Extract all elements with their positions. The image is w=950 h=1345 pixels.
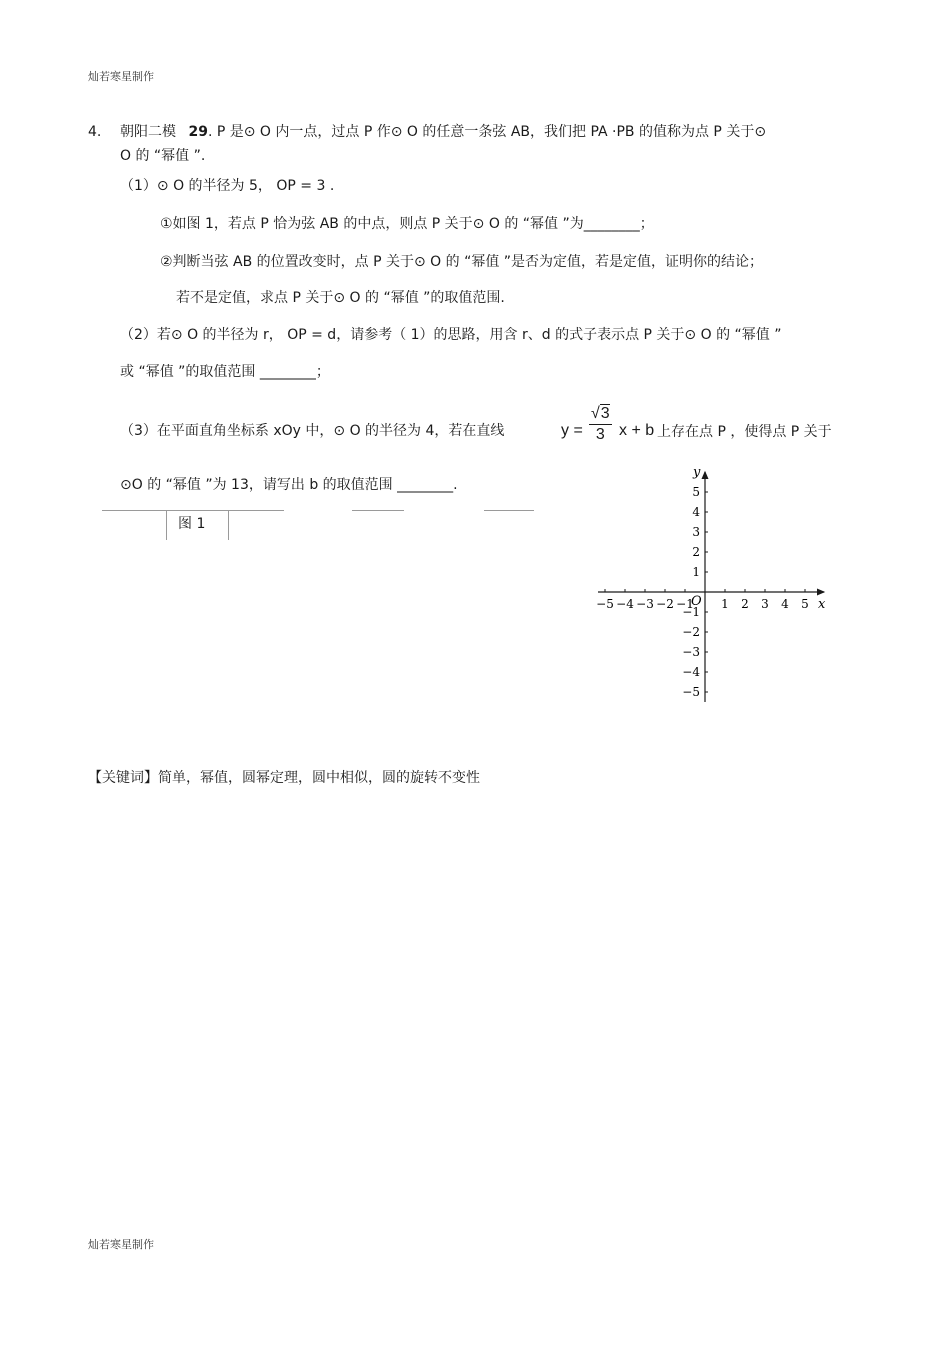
part1-question-iii: 若不是定值，求点 P 关于⊙ O 的 “幂值 ”的取值范围. xyxy=(176,290,505,306)
y-tick-label: −1 xyxy=(682,605,700,619)
problem-source: 朝阳二模 xyxy=(120,124,176,140)
y-tick-label: 5 xyxy=(692,485,700,499)
figure-frame-right xyxy=(228,510,229,540)
figure-rule xyxy=(484,510,534,511)
x-tick-label: −5 xyxy=(596,597,614,611)
y-tick-label: 1 xyxy=(692,565,700,579)
equation-fraction xyxy=(589,404,612,445)
problem-source-number: 29 xyxy=(188,124,208,140)
figure-frame-left xyxy=(166,510,167,540)
figure-label: 图 1 xyxy=(178,516,206,532)
header-note: 灿若寒星制作 xyxy=(88,70,154,83)
y-tick-label: −3 xyxy=(682,645,700,659)
keywords: 【关键词】简单，幂值，圆幂定理，圆中相似，圆的旋转不变性 xyxy=(88,770,480,786)
coordinate-axes xyxy=(590,462,840,712)
x-axis-label: x xyxy=(818,597,826,612)
part3-answer-line: ⊙O 的 “幂值 ”为 13，请写出 b 的取值范围 ________. xyxy=(120,477,458,493)
y-tick-label: 3 xyxy=(692,525,700,539)
x-tick-label: −2 xyxy=(656,597,674,611)
equation-y: y = xyxy=(561,422,583,439)
part2-question: （2）若⊙ O 的半径为 r， OP = d，请参考（ 1）的思路，用含 r、d 的式子表示点 P 关于⊙ O 的 “幂值 ” xyxy=(120,327,782,343)
sqrt-radicand: 3 xyxy=(600,405,610,422)
y-axis-label: y xyxy=(693,465,701,480)
x-tick-label: −4 xyxy=(616,597,634,611)
x-tick-label: 3 xyxy=(761,597,769,611)
y-tick-label: 2 xyxy=(692,545,700,559)
part1-question-i: ①如图 1，若点 P 恰为弦 AB 的中点，则点 P 关于⊙ O 的 “幂值 ”为________； xyxy=(160,216,654,232)
y-tick-label: −2 xyxy=(682,625,700,639)
problem-intro-line2: O 的 “幂值 ”. xyxy=(120,148,206,164)
x-tick-label: −1 xyxy=(676,597,694,611)
part2-answer-line: 或 “幂值 ”的取值范围 ________； xyxy=(120,364,330,380)
y-tick-label: 4 xyxy=(692,505,700,519)
fraction-numerator: √3 xyxy=(589,404,612,425)
figure-rule xyxy=(102,510,284,511)
part3-question-end: 上存在点 P ，使得点 P 关于 xyxy=(657,424,832,440)
fraction-denominator: 3 xyxy=(595,426,605,443)
y-tick-label: −5 xyxy=(682,685,700,699)
equation-tail: x + b xyxy=(619,422,655,439)
y-tick-label: −4 xyxy=(682,665,700,679)
part1-question-ii: ②判断当弦 AB 的位置改变时，点 P 关于⊙ O 的 “幂值 ”是否为定值，若是定值，证明你的结论； xyxy=(160,254,764,270)
part1-heading: （1）⊙ O 的半径为 5， OP = 3 . xyxy=(120,178,335,194)
part3-question-start: （3）在平面直角坐标系 xOy 中，⊙ O 的半径为 4，若在直线 xyxy=(120,423,505,439)
figure-rule xyxy=(352,510,404,511)
x-tick-label: 5 xyxy=(801,597,809,611)
x-tick-label: 4 xyxy=(781,597,789,611)
x-tick-label: 2 xyxy=(741,597,749,611)
x-tick-label: −3 xyxy=(636,597,654,611)
problem-number: 4. xyxy=(88,124,102,140)
footer-note: 灿若寒星制作 xyxy=(88,1238,154,1251)
x-tick-label: 1 xyxy=(721,597,729,611)
origin-label: O xyxy=(691,594,702,609)
problem-intro-text: . P 是⊙ O 内一点，过点 P 作⊙ O 的任意一条弦 AB，我们把 PA ·PB 的值称为点 P 关于⊙ xyxy=(207,124,767,140)
problem-intro-line1 xyxy=(120,122,766,142)
